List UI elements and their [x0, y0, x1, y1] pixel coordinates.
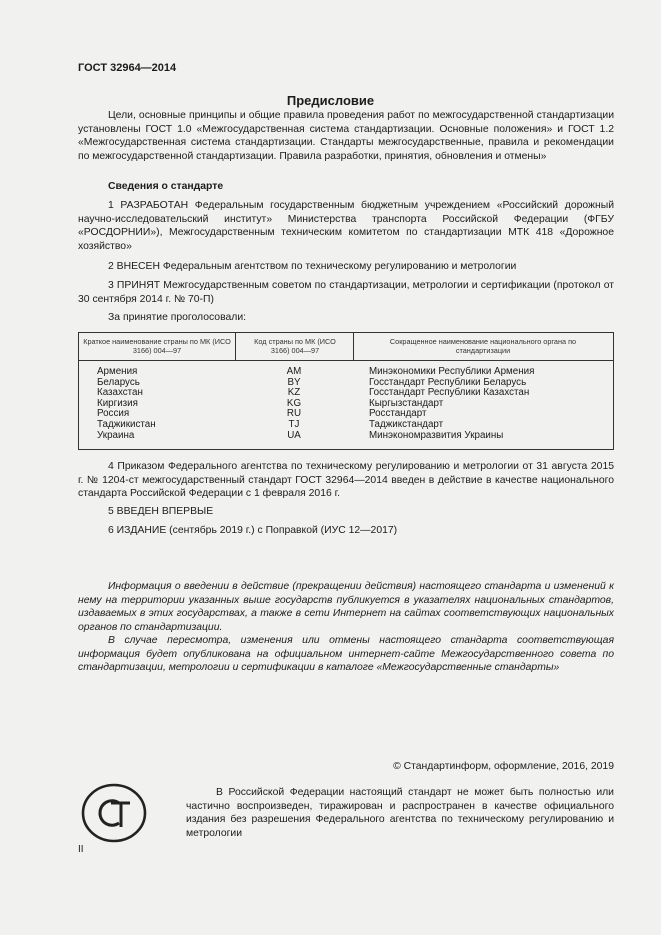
rst-certification-mark-icon: [78, 779, 150, 849]
countries-table: [78, 332, 614, 450]
table-cell-body: Росстандарт: [369, 408, 427, 420]
table-cell-country: Беларусь: [97, 376, 140, 388]
table-header-country: Краткое наименование страны по МК (ИСО 3166) 004—97: [83, 337, 231, 356]
copyright-line: © Стандартинформ, оформление, 2016, 2019: [393, 761, 614, 772]
info-paragraph-revision: В случае пересмотра, изменения или отмены настоящего стандарта соответствующая информация будет опубликована на официальном интернет-сайте Межгосударственного совета по стандартизации, метрологии и сертификации в каталоге «Межгосударственные стандарты»: [78, 635, 614, 674]
table-cell-body: Госстандарт Республики Беларусь: [369, 376, 527, 388]
item-2: 2 ВНЕСЕН Федеральным агентством по техническому регулированию и метрологии: [108, 261, 517, 272]
page-number: II: [78, 844, 84, 855]
table-cell-code: BY: [287, 376, 301, 388]
item-4: 4 Приказом Федерального агентства по техническому регулированию и метрологии от 31 августа 2015 г. № 1204-ст межгосударственный стандарт ГОСТ 32964—2014 введен в действие в качестве национального стандарта Российской Федерации с 1 февраля 2016 г.: [78, 461, 614, 500]
table-column-country: [97, 367, 227, 441]
subhead-standard-info: Сведения о стандарте: [108, 181, 224, 192]
standard-id: ГОСТ 32964—2014: [78, 62, 177, 74]
table-cell-code: UA: [287, 429, 301, 441]
table-cell-code: KG: [286, 397, 302, 409]
item-6: 6 ИЗДАНИЕ (сентябрь 2019 г.) с Поправкой (ИУС 12—2017): [108, 525, 398, 536]
table-cell-code: TJ: [288, 418, 300, 430]
table-cell-country: Украина: [97, 429, 135, 441]
table-cell-country: Таджикистан: [97, 418, 156, 430]
table-column-body: [369, 367, 609, 441]
table-cell-country: Киргизия: [97, 397, 138, 409]
item-3: 3 ПРИНЯТ Межгосударственным советом по стандартизации, метрологии и сертификации (протокол от 30 сентября 2014 г. № 70-П): [78, 280, 614, 305]
table-cell-body: Госстандарт Республики Казахстан: [369, 387, 530, 399]
table-cell-body: Таджикстандарт: [369, 418, 444, 430]
info-paragraph-introduction: Информация о введении в действие (прекращении действия) настоящего стандарта и изменений к нему на территории указанных выше государств публикуется в указателях национальных стандартов, издаваемых в этих государствах, а также в сети Интернет на сайтах соответствующих национальных органов по стандартизации.: [78, 581, 614, 634]
table-cell-body: Минэкономразвития Украины: [369, 429, 504, 441]
table-cell-country: Казахстан: [97, 387, 143, 399]
rights-notice: В Российской Федерации настоящий стандарт не может быть полностью или частично воспроизведен, тиражирован и распространен в качестве официального издания без разрешения Федерального агентства по техническому регулированию и метрологии: [186, 787, 614, 840]
item-1: 1 РАЗРАБОТАН Федеральным государственным бюджетным учреждением «Российский дорожный научно-исследовательский институт» Министерства транспорта Российской Федерации (ФГБУ «РОСДОРНИИ»), Межгосударственным техническим комитетом по стандартизации МТК 418 «Дорожное хозяйство»: [78, 200, 614, 253]
table-cell-code: RU: [286, 408, 302, 420]
table-header-row: [79, 333, 613, 361]
table-cell-body: Минэкономики Республики Армения: [369, 366, 535, 377]
table-header-code: Код страны по МК (ИСО 3166) 004—97: [254, 337, 336, 356]
table-column-code: [235, 367, 353, 441]
voted-label: За принятие проголосовали:: [108, 312, 247, 323]
page-title: Предисловие: [286, 93, 375, 108]
table-cell-code: KZ: [287, 387, 301, 399]
intro-paragraph: Цели, основные принципы и общие правила проведения работ по межгосударственной стандартизации установлены ГОСТ 1.0 «Межгосударственная система стандартизации. Основные положения» и ГОСТ 1.2 «Межгосударственная система стандартизации. Стандарты межгосударственные, правила и рекомендации по межгосударственной стандартизации. Правила разработки, принятия, обновления и отмены»: [78, 110, 614, 163]
table-cell-country: Россия: [97, 408, 130, 420]
table-cell-code: AM: [286, 366, 302, 377]
table-cell-body: Кыргызстандарт: [369, 397, 444, 409]
table-cell-country: Армения: [97, 366, 138, 377]
table-header-body: Сокращенное наименование национального органа по стандартизации: [389, 337, 577, 356]
item-5: 5 ВВЕДЕН ВПЕРВЫЕ: [108, 506, 214, 517]
